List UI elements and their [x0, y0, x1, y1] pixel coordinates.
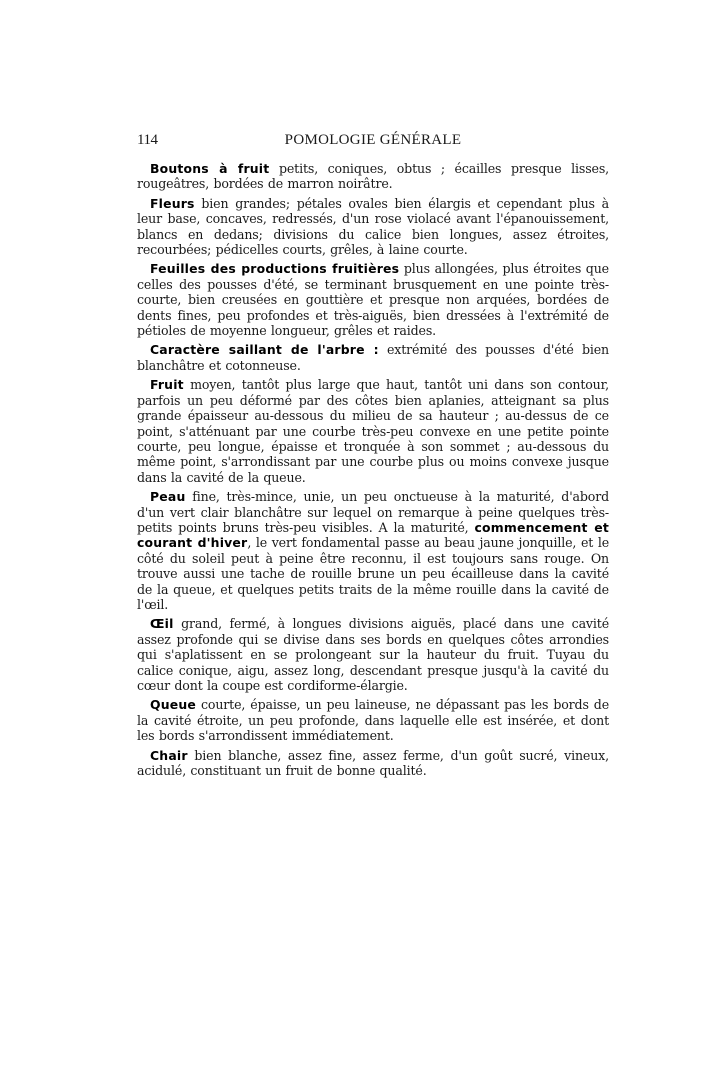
paragraph-feuilles — [137, 261, 609, 338]
paragraph-fruit — [137, 377, 609, 485]
paragraph-text: petits, coniques, obtus ; écailles presque lisses, rougeâtres, bordées de marron noirâtre. — [137, 161, 609, 192]
paragraph-oeil — [137, 616, 609, 693]
term-heading: Caractère saillant de l'arbre : — [150, 342, 379, 358]
paragraph-chair — [137, 748, 609, 779]
paragraph-text: bien blanche, assez fine, assez ferme, d'un goût sucré, vineux, acidulé, constituant un fruit de bonne qualité. — [137, 747, 609, 779]
page-number: 114 — [137, 132, 158, 148]
term-heading: Feuilles des productions fruitières — [150, 261, 400, 277]
term-heading: Fleurs — [150, 195, 195, 211]
paragraph-boutons — [137, 161, 609, 192]
paragraph-text: courte, épaisse, un peu laineuse, ne dépassant pas les bords de la cavité étroite, un peu profonde, dans laquelle elle est insérée, et dont les bords s'arrondissent immédiatement. — [137, 697, 609, 744]
paragraph-text: grand, fermé, à longues divisions aiguës, placé dans une cavité assez profonde qui se divise dans ses bords en quelques côtes arrondies qui s'aplatissent en se prolongeant sur la hauteur du fruit. Tuyau du calice conique, aigu, assez long, descendant presque jusqu'à la cavité du cœur dont la coupe est cordiforme-élargie. — [137, 616, 609, 693]
paragraph-text: moyen, tantôt plus large que haut, tantôt uni dans son contour, parfois un peu déformé par des côtes bien aplanies, atteignant sa plus grande épaisseur au-dessous du milieu de sa hauteur ; au-dessus de ce point, s'atténuant par une courbe très-peu convexe en une petite pointe courte, peu longue, épaisse et tronquée à son sommet ; au-dessous du même point, s'arrondissant par une courbe plus ou moins convexe jusque dans la cavité de la queue. — [137, 377, 609, 485]
paragraph-fleurs — [137, 196, 609, 258]
paragraph-text: fine, très-mince, unie, un peu onctueuse à la maturité, d'abord d'un vert clair blanchâtre sur lequel on remarque à peine quelques très-petits points bruns très-peu visibles. A la maturité, — [137, 489, 609, 535]
term-inline-emphasis: commencement et courant d'hiver — [137, 519, 609, 551]
paragraph-queue — [137, 697, 609, 743]
paragraph-peau — [137, 489, 609, 612]
paragraph-caractere — [137, 342, 609, 373]
term-heading: Boutons à fruit — [150, 161, 270, 176]
term-heading: Queue — [150, 697, 196, 713]
running-title: POMOLOGIE GÉNÉRALE — [284, 132, 462, 148]
paragraph-text-continued: , le vert fondamental passe au beau jaune jonquille, et le côté du soleil peut à peine être reconnu, il est toujours sans rouge. On trouve aussi une tache de rouille brune un peu écailleuse dans la cavité de la queue, et quelques petits traits de la même rouille dans la cavité de l'œil. — [137, 535, 609, 612]
paragraph-text: bien grandes; pétales ovales bien élargis et cependant plus à leur base, concaves, redressés, d'un rose violacé avant l'épanouissement, blancs en dedans; divisions du calice bien longues, assez étroites, recourbées; pédicelles courts, grêles, à laine courte. — [137, 195, 609, 258]
page-header — [137, 132, 609, 152]
term-heading: Fruit — [150, 377, 184, 393]
term-heading: Peau — [150, 489, 186, 505]
paragraph-text: plus allongées, plus étroites que celles des pousses d'été, se terminant brusquement en une pointe très-courte, bien creusées en gouttière et presque non arquées, bordées de dents fines, peu profondes et très-aiguës, bien dressées à l'extrémité de pétioles de moyenne longueur, grêles et raides. — [137, 261, 609, 339]
paragraph-text: extrémité des pousses d'été bien blanchâtre et cotonneuse. — [137, 342, 610, 373]
term-heading: Œil — [150, 616, 174, 632]
book-page — [137, 132, 609, 782]
term-heading: Chair — [150, 747, 188, 763]
